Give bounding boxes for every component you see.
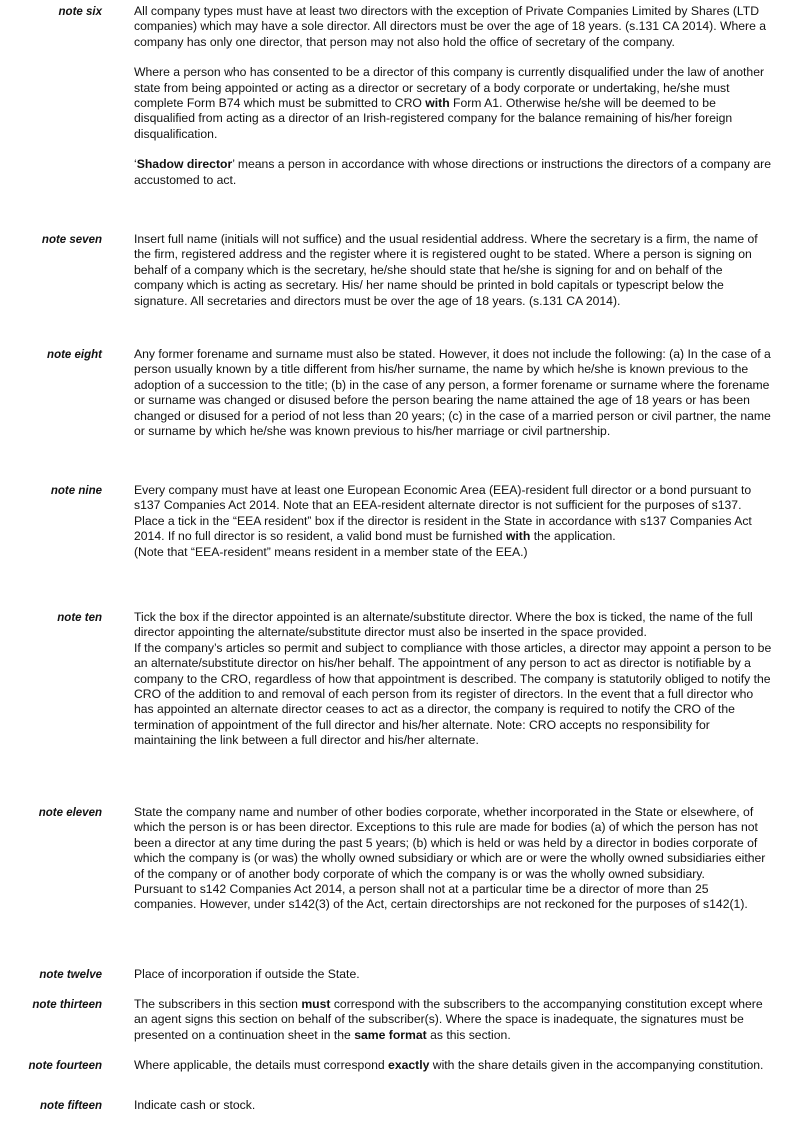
note-paragraph: Where a person who has consented to be a director of this company is currently disqualified under the law of another state from being appointed or acting as a director or secretary of a body corporate or undertaking, he/she must complete Form B74 which must be submitted to CRO with Form A1. Otherwise he/she will be deemed to be disqualified from acting as a director of an Irish-registered company for the balance remaining of his/her foreign disqualification. [134, 65, 765, 141]
note-label: note twelve [39, 969, 102, 981]
note-paragraph: Insert full name (initials will not suffice) and the usual residential address. Where the secretary is a firm, the name of the firm, registered address and the register where it is registered ought to be stated. Where a person is signing on behalf of a company which is the secretary, he/she should state that he/she is signing for and on behalf of the company which is acting as secretary. His/ her name should be printed in bold capitals or typescript below the signature. All secretaries and directors must be over the age of 18 years. (s.131 CA 2014). [134, 232, 758, 308]
note-body [134, 610, 774, 749]
note-paragraph: Tick the box if the director appointed is an alternate/substitute director. Where the box is ticked, the name of the full director appointing the alternate/substitute director must also be inserted in the space provided. [134, 610, 753, 640]
note-label: note eleven [38, 807, 102, 819]
note-paragraph: All company types must have at least two directors with the exception of Private Companies Limited by Shares (LTD companies) which may have a sole director. All directors must be over the age of 18 years. (s.131 CA 2014). Where a company has only one director, that person may not also hold the office of secretary of the company. [134, 4, 767, 49]
note-body [134, 805, 774, 913]
note-body [134, 347, 774, 439]
note-label: note thirteen [32, 999, 102, 1011]
note-paragraph: Place of incorporation if outside the State. [134, 967, 360, 981]
note-label: note seven [41, 234, 102, 246]
note-paragraph: Indicate cash or stock. [134, 1098, 256, 1112]
note-body [134, 1058, 774, 1073]
note-paragraph: The subscribers in this section must correspond with the subscribers to the accompanying constitution except where an agent signs this section on behalf of the subscriber(s). Where the space is inadequate, the signatures must be presented on a continuation sheet in the same format as this section. [134, 997, 763, 1042]
note-label: note eight [47, 349, 102, 361]
note-body [134, 483, 774, 560]
note-label: note nine [50, 485, 102, 497]
note-body [134, 4, 774, 188]
note-label: note six [58, 6, 102, 18]
note-paragraph: Where applicable, the details must correspond exactly with the share details given in the accompanying constitution. [134, 1058, 764, 1072]
note-body [134, 1098, 774, 1113]
note-paragraph: Pursuant to s142 Companies Act 2014, a person shall not at a particular time be a director of more than 25 companies. However, under s142(3) of the Act, certain directorships are not reckoned for the purposes of s142(1). [134, 882, 748, 912]
note-paragraph: If the company’s articles so permit and subject to compliance with those articles, a director may appoint a person to be an alternate/substitute director on his/her behalf. The appointment of any person to act as director is notifiable by a company to the CRO, regardless of how that appointment is described. The company is statutorily obliged to notify the CRO of the addition to and removal of each person from its register of directors. In the event that a full director who has appointed an alternate director ceases to act as a director, the company is required to notify the CRO of the termination of appointment of the full director and his/her alternate. Note: CRO accepts no responsibility for maintaining the link between a full director and his/her alternate. [134, 640, 772, 748]
note-label: note ten [57, 612, 102, 624]
note-label: note fifteen [40, 1100, 102, 1112]
note-paragraph: (Note that “EEA-resident” means resident in a member state of the EEA.) [134, 544, 528, 559]
note-paragraph: Any former forename and surname must also be stated. However, it does not include the following: (a) In the case of a person usually known by a title different from his/her surname, the name by which he/she is known previous to the adoption of a succession to the title; (b) in the case of any person, a former forename or surname where the forename or surname was changed or disused before the person bearing the name attained the age of 18 years or has been changed or disused for a period of not less than 20 years; (c) in the case of a married person or civil partner, the name or surname by which he/she was known previous to his/her marriage or civil partnership. [134, 347, 771, 439]
note-paragraph: State the company name and number of other bodies corporate, whether incorporated in the State or elsewhere, of which the person is or has been director. Exceptions to this rule are made for bodies (a) of which the person has not been a director at any time during the past 5 years; (b) which is held or was held by a director in bodies corporate of which the company is (or was) the wholly owned subsidiary or which are or were the wholly owned subsidiaries either of the company or of another body corporate of which the company is or was the wholly owned subsidiary. [134, 805, 766, 881]
note-paragraph: ‘Shadow director’ means a person in accordance with whose directions or instructions the directors of a company are accustomed to act. [134, 157, 771, 187]
note-label: note fourteen [28, 1060, 102, 1072]
note-body [134, 967, 774, 982]
note-body [134, 997, 774, 1043]
note-paragraph: Every company must have at least one European Economic Area (EEA)-resident full director or a bond pursuant to s137 Companies Act 2014. Note that an EEA-resident alternate director is not sufficient for the purposes of s137. Place a tick in the “EEA resident” box if the director is resident in the State in accordance with s137 Companies Act 2014. If no full director is so resident, a valid bond must be furnished with the application. [134, 483, 752, 544]
note-body [134, 232, 774, 309]
